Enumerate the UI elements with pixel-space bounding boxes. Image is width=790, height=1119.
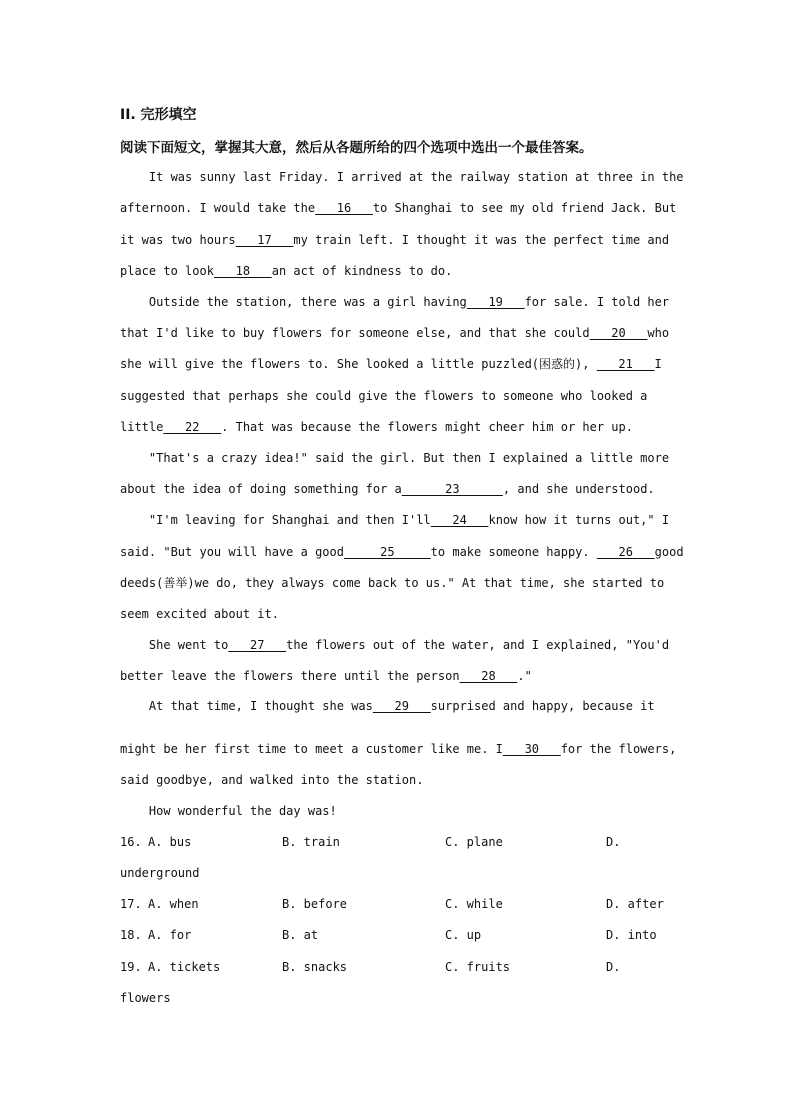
- passage-text: It was sunny last Friday. I arrived at the railway station at three in the: [120, 170, 684, 184]
- option-b: B. snacks: [282, 960, 348, 974]
- option-d: D. into: [606, 928, 657, 942]
- option-a: A. tickets: [148, 960, 221, 974]
- answer-blank: 25: [343, 545, 431, 559]
- passage-text: who: [647, 326, 670, 340]
- passage-text: place to look: [120, 264, 214, 278]
- option-a: A. for: [148, 928, 192, 942]
- passage-text: know how it turns out," I: [488, 513, 670, 527]
- instructions: 阅读下面短文，掌握其大意，然后从各题所给的四个选项中选出一个最佳答案。: [120, 140, 593, 156]
- question-number: 18.: [120, 928, 142, 942]
- passage-text: She went to: [120, 638, 229, 652]
- passage-line: [120, 513, 669, 527]
- option-a: A. when: [148, 897, 199, 911]
- answer-blank: 26: [596, 545, 655, 559]
- passage-text: "That's a crazy idea!" said the girl. But then I explained a little more: [120, 451, 670, 465]
- chinese-gloss: 困惑的: [539, 357, 576, 371]
- option-d: D.: [606, 835, 621, 849]
- passage-line: [120, 804, 337, 818]
- passage-text: )we do, they always come back to us." At that time, she started to: [187, 576, 665, 590]
- passage-text: little: [120, 420, 164, 434]
- option-b: B. before: [282, 897, 348, 911]
- passage-text: At that time, I thought she was: [120, 699, 373, 713]
- option-d: D. after: [606, 897, 664, 911]
- answer-blank: 21: [596, 357, 655, 371]
- question-number: 16.: [120, 835, 142, 849]
- passage-line: [120, 264, 452, 278]
- option-c: C. up: [445, 928, 482, 942]
- passage-line: [120, 170, 684, 184]
- passage-text: to make someone happy.: [430, 545, 597, 559]
- passage-text: . That was because the flowers might cheer him or her up.: [221, 420, 633, 434]
- passage-line: [120, 773, 423, 787]
- option-c: C. fruits: [445, 960, 511, 974]
- passage-line: [120, 607, 279, 621]
- answer-blank: 23: [401, 482, 503, 496]
- passage-line: [120, 295, 669, 309]
- passage-line: [120, 545, 684, 559]
- answer-blank: 20: [589, 326, 648, 340]
- passage-text: .": [517, 669, 532, 683]
- passage-line: [120, 389, 647, 403]
- passage-text: Outside the station, there was a girl having: [120, 295, 467, 309]
- passage-line: [120, 326, 669, 340]
- passage-text: good: [654, 545, 684, 559]
- passage-text: to Shanghai to see my old friend Jack. But: [372, 201, 677, 215]
- answer-blank: 28: [459, 669, 518, 683]
- passage-line: [120, 420, 633, 434]
- passage-text: ),: [575, 357, 597, 371]
- passage-text: for the flowers,: [560, 742, 677, 756]
- answer-blank: 30: [502, 742, 561, 756]
- passage-text: suggested that perhaps she could give the flowers to someone who looked a: [120, 389, 648, 403]
- passage-text: she will give the flowers to. She looked a little puzzled(: [120, 357, 540, 371]
- option-c: C. plane: [445, 835, 503, 849]
- passage-line: [120, 669, 532, 683]
- passage-line: [120, 638, 669, 652]
- passage-text: said. "But you will have a good: [120, 545, 344, 559]
- passage-text: my train left. I thought it was the perfect time and: [293, 233, 670, 247]
- option-b: B. at: [282, 928, 319, 942]
- passage-text: it was two hours: [120, 233, 236, 247]
- section-title: II. 完形填空: [120, 107, 197, 123]
- answer-blank: 16: [315, 201, 373, 215]
- passage-line: [120, 355, 662, 372]
- passage-text: "I'm leaving for Shanghai and then I'll: [120, 513, 431, 527]
- passage-text: surprised and happy, because it: [430, 699, 655, 713]
- passage-text: deeds(: [120, 576, 164, 590]
- question-number: 19.: [120, 960, 142, 974]
- passage-line: [120, 482, 655, 496]
- passage-text: How wonderful the day was!: [120, 804, 337, 818]
- passage-text: for sale. I told her: [524, 295, 670, 309]
- passage-text: better leave the flowers there until the person: [120, 669, 460, 683]
- passage-text: an act of kindness to do.: [271, 264, 453, 278]
- passage-text: , and she understood.: [502, 482, 655, 496]
- passage-line: [120, 699, 655, 713]
- passage-text: seem excited about it.: [120, 607, 279, 621]
- passage-line: [120, 201, 676, 215]
- option-a: A. bus: [148, 835, 192, 849]
- passage-text: afternoon. I would take the: [120, 201, 316, 215]
- option-d-continued: underground: [120, 866, 200, 880]
- answer-blank: 29: [372, 699, 431, 713]
- passage-text: might be her first time to meet a customer like me. I: [120, 742, 503, 756]
- passage-text: that I'd like to buy flowers for someone else, and that she could: [120, 326, 590, 340]
- answer-blank: 22: [163, 420, 222, 434]
- chinese-gloss: 善举: [163, 576, 188, 590]
- passage-text: I: [654, 357, 662, 371]
- passage-line: [120, 451, 669, 465]
- passage-text: about the idea of doing something for a: [120, 482, 402, 496]
- answer-blank: 24: [430, 513, 489, 527]
- answer-blank: 17: [235, 233, 294, 247]
- passage-line: [120, 574, 664, 591]
- answer-blank: 27: [228, 638, 287, 652]
- option-d: D.: [606, 960, 621, 974]
- passage-text: said goodbye, and walked into the station.: [120, 773, 424, 787]
- answer-blank: 18: [213, 264, 272, 278]
- passage-line: [120, 233, 669, 247]
- passage-line: [120, 742, 676, 756]
- answer-blank: 19: [466, 295, 525, 309]
- question-number: 17.: [120, 897, 142, 911]
- option-c: C. while: [445, 897, 503, 911]
- passage-text: the flowers out of the water, and I explained, "You'd: [286, 638, 670, 652]
- option-b: B. train: [282, 835, 340, 849]
- option-d-continued: flowers: [120, 991, 171, 1005]
